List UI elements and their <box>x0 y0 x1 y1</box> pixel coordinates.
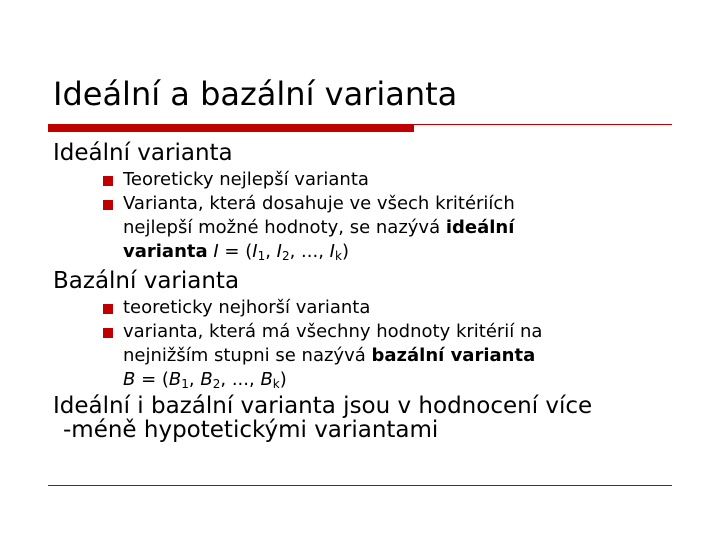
formula-var: I <box>276 241 282 262</box>
closing-statement <box>53 394 693 442</box>
formula-subscript: 1 <box>181 377 189 391</box>
title-underline-accent <box>48 124 414 132</box>
footer-rule <box>48 485 672 486</box>
formula-subscript: k <box>334 249 342 263</box>
formula-text: = ( <box>218 241 253 262</box>
closing-line1: Ideální i bazální varianta jsou v hodnocení více <box>53 393 593 419</box>
formula-var: I <box>252 241 258 262</box>
formula-subscript: 1 <box>257 249 266 263</box>
bullet-text: varianta, která má všechny hodnoty kritérií na <box>123 321 543 342</box>
slide-title: Ideální a bazální varianta <box>53 75 458 113</box>
closing-line2: -méně hypotetickými variantami <box>63 417 439 443</box>
formula-subscript: 2 <box>281 249 290 263</box>
title-underline-line <box>414 124 672 125</box>
bullet-list-basal <box>53 296 693 392</box>
bullet-text: teoreticky nejhorší varianta <box>123 297 371 318</box>
bold-term: bazální varianta <box>371 345 536 366</box>
slide-body <box>53 138 693 442</box>
text-run: nejnižším stupni se nazývá <box>123 345 372 366</box>
bold-term: ideální <box>445 217 515 238</box>
formula-text: , <box>265 241 277 262</box>
formula-text: , <box>188 369 201 390</box>
formula-var: B <box>168 369 182 390</box>
formula-var: B <box>200 369 213 390</box>
bullet-text-line3 <box>123 240 693 264</box>
bullet-text: Varianta, která dosahuje ve všech kritériích <box>123 193 515 214</box>
section-heading-basal: Bazální varianta <box>53 268 240 294</box>
bullet-text: Teoreticky nejlepší varianta <box>123 169 369 190</box>
formula-var: I <box>329 241 335 262</box>
formula-var: I <box>213 241 219 262</box>
list-item <box>53 296 693 320</box>
text-run: nejlepší možné hodnoty, se nazývá <box>123 217 446 238</box>
formula-text: = ( <box>135 369 169 390</box>
formula-var: B <box>260 369 273 390</box>
bullet-text-line2 <box>123 344 693 368</box>
list-item <box>53 320 693 392</box>
bullet-text-line3 <box>123 368 693 392</box>
formula-var: B <box>123 369 136 390</box>
formula-text: , ..., <box>289 241 330 262</box>
formula-text: , ..., <box>220 369 261 390</box>
bold-term: varianta <box>123 241 208 262</box>
formula-text: ) <box>279 369 287 390</box>
bullet-list-ideal <box>53 168 693 264</box>
square-bullet-icon <box>103 200 113 210</box>
section-heading-ideal: Ideální varianta <box>53 140 233 166</box>
square-bullet-icon <box>103 328 113 338</box>
formula-subscript: k <box>272 377 280 391</box>
formula-subscript: 2 <box>212 377 221 391</box>
square-bullet-icon <box>103 176 113 186</box>
list-item <box>53 192 693 264</box>
formula-text: ) <box>341 241 349 262</box>
bullet-text-line2 <box>123 216 693 240</box>
list-item <box>53 168 693 192</box>
square-bullet-icon <box>103 304 113 314</box>
